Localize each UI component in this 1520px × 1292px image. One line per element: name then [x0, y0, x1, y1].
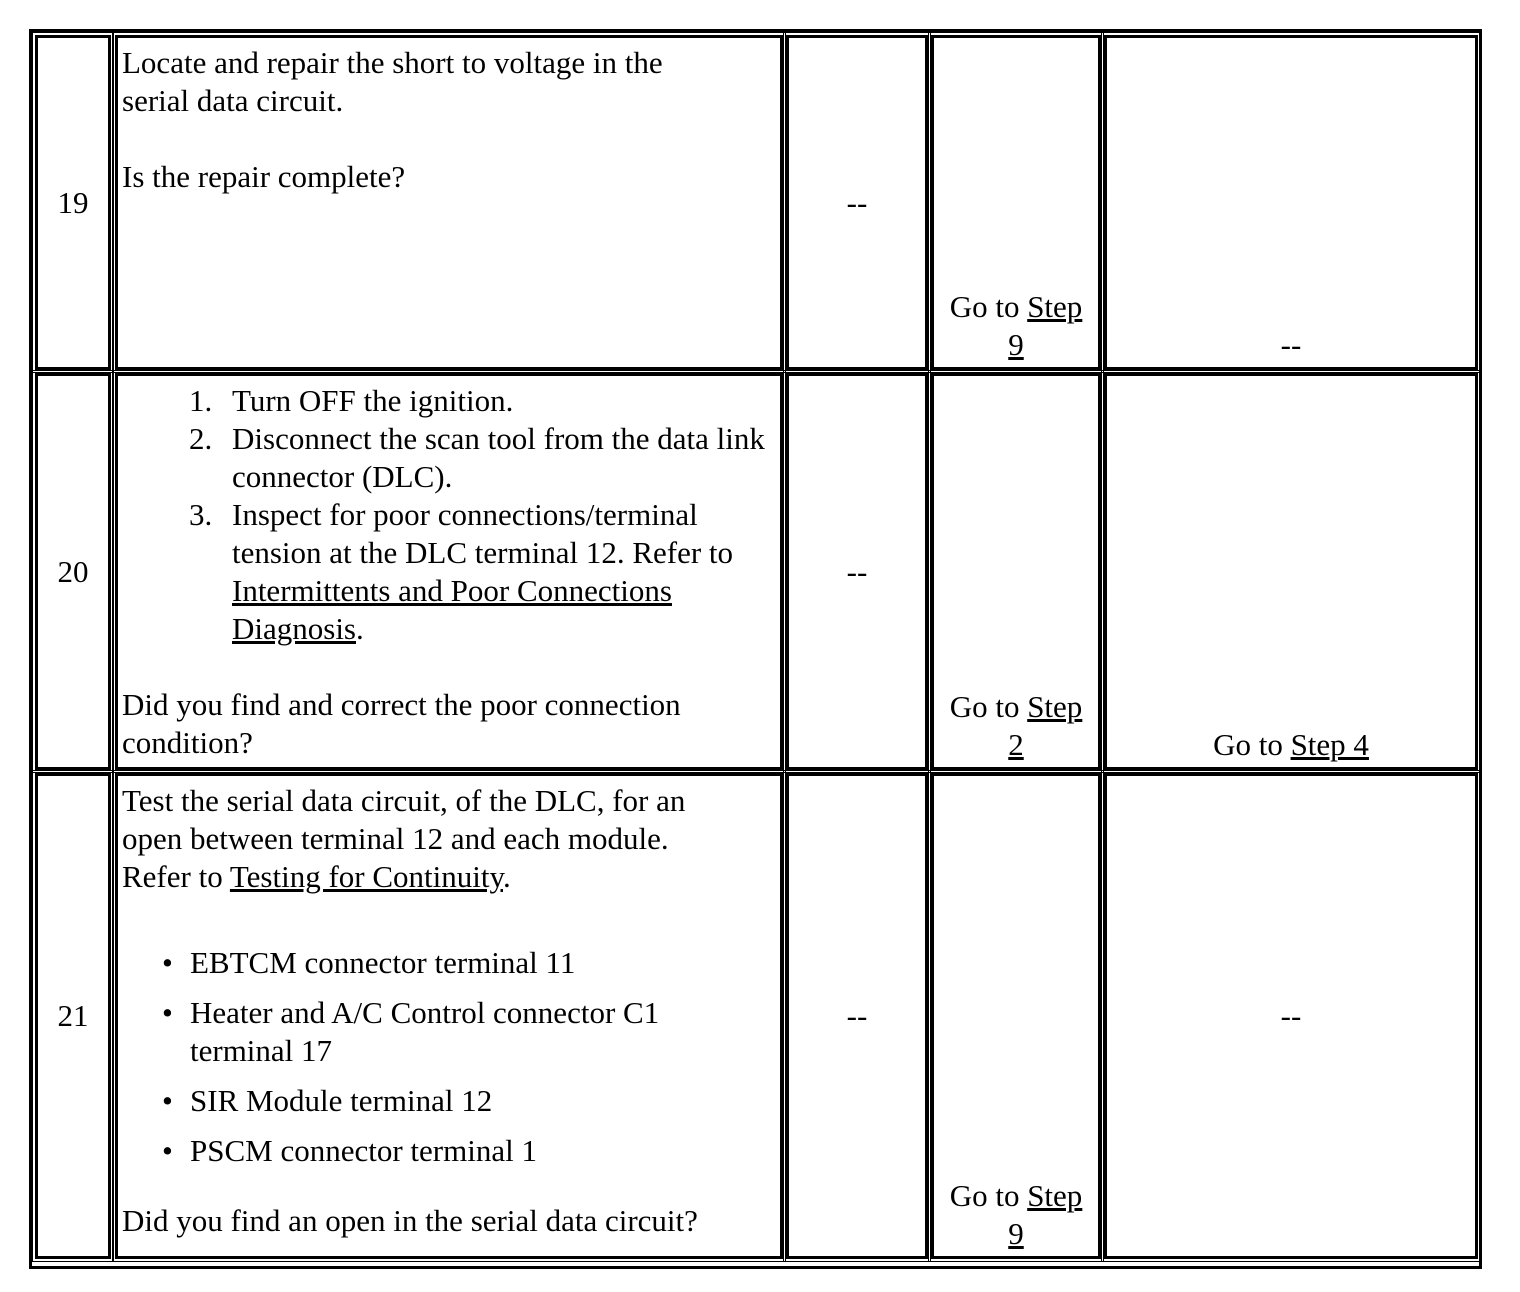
action-text	[122, 782, 742, 896]
no-prefix: Go to	[1213, 727, 1291, 762]
value-cell	[786, 35, 928, 370]
step-link[interactable]: Step 9	[1008, 1178, 1083, 1251]
action-text: Locate and repair the short to voltage in the serial data circuit.	[122, 45, 663, 118]
step-number: 20	[57, 553, 89, 589]
intermittents-link[interactable]: Intermittents and Poor Connections Diagnosis	[232, 573, 672, 646]
question-text: Is the repair complete?	[122, 159, 406, 194]
yes-cell	[931, 773, 1101, 1259]
yes-prefix: Go to	[949, 1178, 1028, 1213]
step-number: 21	[57, 998, 89, 1033]
no-action	[1213, 726, 1369, 764]
step-number: 19	[57, 184, 89, 220]
action-intro: Test the serial data circuit, of the DLC, for an open between terminal 12 and each module. Refer to	[122, 783, 686, 894]
question-text: Did you find and correct the poor connection condition?	[122, 687, 681, 760]
procedure-item: 1. Turn OFF the ignition.	[220, 382, 780, 420]
yes-cell	[931, 35, 1101, 370]
procedure-item: 2. Disconnect the scan tool from the data link connector (DLC).	[220, 420, 780, 496]
module-item: • Heater and A/C Control connector C1 terminal 17	[190, 994, 730, 1070]
step-number-cell	[35, 773, 111, 1259]
action-cell	[115, 35, 783, 370]
continuity-link[interactable]: Testing for Continuity	[229, 859, 503, 894]
step-link[interactable]: Step 4	[1290, 727, 1369, 762]
yes-action	[941, 288, 1091, 364]
procedure-text: Inspect for poor connections/terminal tension at the DLC terminal 12. Refer to	[232, 497, 734, 570]
step-number-cell	[35, 373, 111, 770]
no-cell	[1104, 373, 1478, 770]
module-item: • PSCM connector terminal 1	[190, 1132, 730, 1170]
module-item: • EBTCM connector terminal 11	[190, 944, 730, 982]
no-action: --	[1280, 998, 1302, 1033]
action-cell	[115, 773, 783, 1259]
action-suffix: .	[503, 859, 511, 894]
module-item: • SIR Module terminal 12	[190, 1082, 730, 1120]
action-cell	[115, 373, 783, 770]
no-action: --	[1280, 327, 1302, 362]
step-number-cell	[35, 35, 111, 370]
step-link[interactable]: Step 9	[1008, 289, 1083, 362]
yes-cell	[931, 373, 1101, 770]
no-cell	[1104, 773, 1478, 1259]
value-cell	[786, 773, 928, 1259]
module-list	[122, 944, 730, 1170]
question-text: Did you find an open in the serial data circuit?	[122, 1203, 698, 1238]
value-cell	[786, 373, 928, 770]
step-link[interactable]: Step 2	[1008, 689, 1083, 762]
value-text: --	[846, 998, 868, 1033]
procedure-list	[122, 382, 780, 648]
procedure-suffix: .	[356, 611, 364, 646]
yes-prefix: Go to	[949, 289, 1028, 324]
no-cell	[1104, 35, 1478, 370]
procedure-item	[220, 496, 780, 648]
yes-prefix: Go to	[949, 689, 1028, 724]
yes-action	[941, 688, 1091, 764]
value-text: --	[846, 184, 868, 220]
yes-action	[941, 1177, 1091, 1253]
value-text: --	[846, 553, 868, 589]
